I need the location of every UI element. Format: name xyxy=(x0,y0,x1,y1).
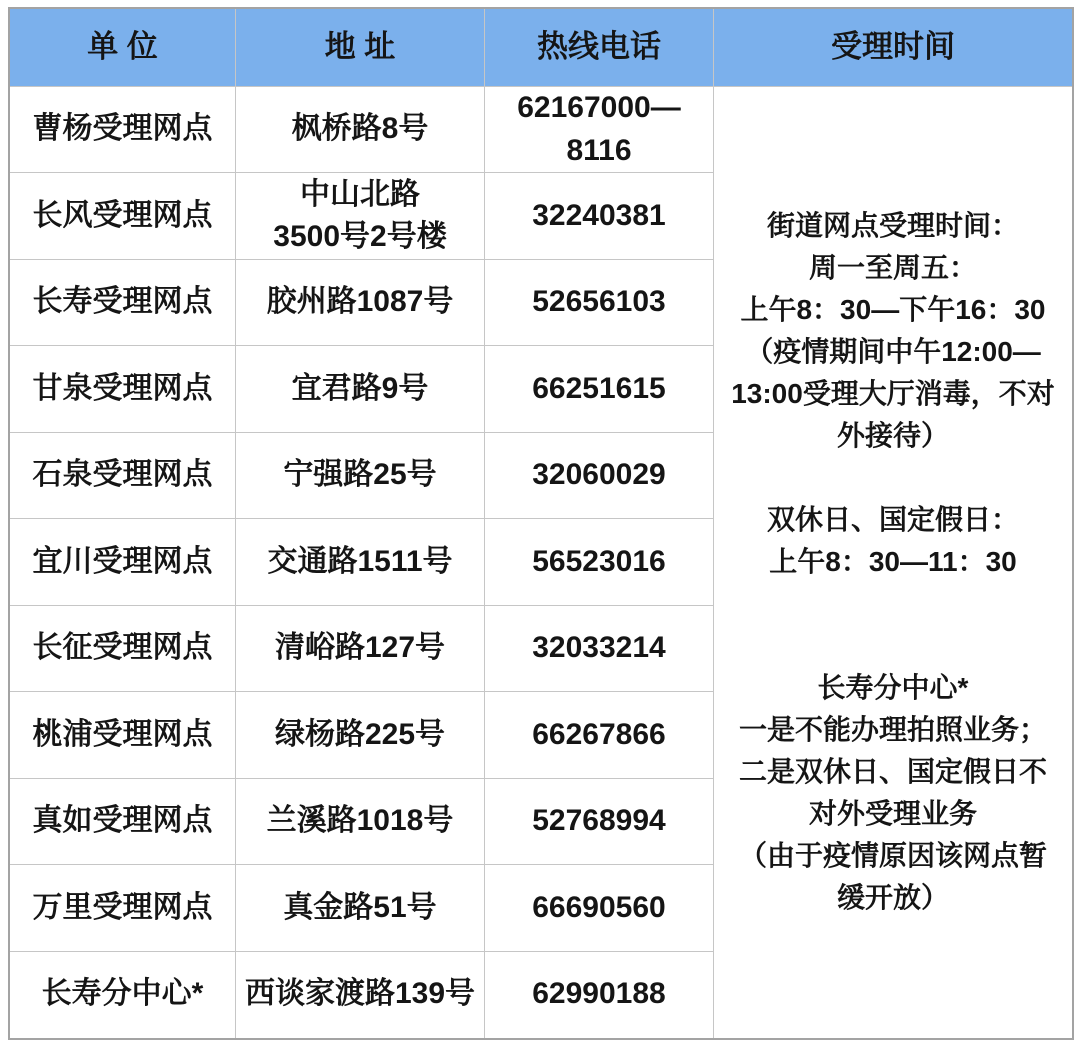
unit-cell xyxy=(10,519,236,605)
schedule-line: 街道网点受理时间： xyxy=(766,210,1019,242)
phone-number: 56523016 xyxy=(532,544,666,578)
unit-name: 曹杨受理网点 xyxy=(32,112,213,146)
unit-cell xyxy=(10,779,236,865)
schedule-line: 长寿分中心* xyxy=(817,672,969,704)
header-unit-label: 单 位 xyxy=(87,29,158,65)
phone-cell xyxy=(485,865,714,951)
phone-cell xyxy=(485,173,714,259)
schedule-line: 对外受理业务 xyxy=(808,798,977,830)
schedule-line: 周一至周五： xyxy=(808,252,977,284)
phone-cell xyxy=(485,779,714,865)
address-cell xyxy=(236,519,485,605)
schedule-line: 一是不能办理拍照业务； xyxy=(738,714,1047,746)
header-hours xyxy=(714,9,1072,87)
header-unit xyxy=(10,9,236,87)
address-line: 绿杨路225号 xyxy=(274,717,446,751)
phone-number: 52656103 xyxy=(532,285,666,319)
phone-cell xyxy=(485,952,714,1038)
address-line: 真金路51号 xyxy=(283,890,437,924)
address-line: 西谈家渡路139号 xyxy=(244,977,476,1011)
address-cell xyxy=(236,952,485,1038)
unit-name: 甘泉受理网点 xyxy=(32,371,213,405)
phone-cell xyxy=(485,87,714,173)
unit-name: 长寿分中心* xyxy=(41,977,204,1011)
phone-cell xyxy=(485,260,714,346)
address-cell xyxy=(236,865,485,951)
unit-cell xyxy=(10,173,236,259)
unit-cell xyxy=(10,260,236,346)
address-cell xyxy=(236,346,485,432)
address-line: 交通路1511号 xyxy=(267,544,453,578)
address-line: 兰溪路1018号 xyxy=(266,804,454,838)
address-line: 枫桥路8号 xyxy=(291,112,429,146)
address-line: 胶州路1087号 xyxy=(266,285,454,319)
acceptance-hours-cell xyxy=(714,87,1072,1038)
address-line: 清峪路127号 xyxy=(274,631,446,665)
address-cell xyxy=(236,173,485,259)
schedule-line: 上午8：30—下午16：30 xyxy=(740,294,1046,326)
address-line: 3500号2号楼 xyxy=(273,220,447,254)
unit-cell xyxy=(10,952,236,1038)
header-address-label: 地 址 xyxy=(324,29,396,65)
schedule-line: （由于疫情原因该网点暂 xyxy=(738,840,1047,872)
header-address xyxy=(236,9,485,87)
phone-number: 32060029 xyxy=(532,458,666,492)
unit-cell xyxy=(10,433,236,519)
unit-cell xyxy=(10,606,236,692)
address-cell xyxy=(236,779,485,865)
header-hours-label: 受理时间 xyxy=(831,29,955,65)
phone-number: 66690560 xyxy=(532,890,666,924)
unit-cell xyxy=(10,346,236,432)
phone-number: 32240381 xyxy=(532,198,666,232)
phone-cell xyxy=(485,433,714,519)
phone-number: 52768994 xyxy=(532,804,666,838)
phone-number: 8116 xyxy=(566,133,632,167)
address-line: 宁强路25号 xyxy=(283,458,437,492)
unit-cell xyxy=(10,865,236,951)
schedule-line: 13:00受理大厅消毒，不对 xyxy=(731,378,1055,410)
phone-number: 66251615 xyxy=(532,371,666,405)
address-cell xyxy=(236,433,485,519)
schedule-line: 上午8：30—11：30 xyxy=(769,546,1017,578)
unit-name: 宜川受理网点 xyxy=(32,544,213,578)
schedule-line: 二是双休日、国定假日不 xyxy=(738,756,1047,788)
address-cell xyxy=(236,692,485,778)
address-cell xyxy=(236,87,485,173)
unit-name: 真如受理网点 xyxy=(32,804,213,838)
unit-name: 万里受理网点 xyxy=(32,890,213,924)
address-line: 宜君路9号 xyxy=(291,371,429,405)
unit-name: 石泉受理网点 xyxy=(32,458,213,492)
schedule-line: 缓开放） xyxy=(836,882,949,914)
phone-number: 62990188 xyxy=(532,977,666,1011)
phone-cell xyxy=(485,606,714,692)
phone-cell xyxy=(485,346,714,432)
unit-name: 长风受理网点 xyxy=(32,198,213,232)
address-cell xyxy=(236,606,485,692)
unit-cell xyxy=(10,692,236,778)
schedule-line: 双休日、国定假日： xyxy=(766,504,1019,536)
schedule-line: 外接待） xyxy=(836,420,949,452)
unit-name: 长征受理网点 xyxy=(32,631,213,665)
address-line: 中山北路 xyxy=(300,177,420,211)
phone-cell xyxy=(485,519,714,605)
branch-table xyxy=(8,7,1074,1040)
phone-number: 66267866 xyxy=(532,717,666,751)
phone-number: 62167000— xyxy=(517,91,681,125)
unit-name: 长寿受理网点 xyxy=(32,285,213,319)
phone-number: 32033214 xyxy=(532,631,666,665)
unit-cell xyxy=(10,87,236,173)
unit-name: 桃浦受理网点 xyxy=(32,717,213,751)
schedule-line: （疫情期间中午12:00— xyxy=(745,336,1041,368)
phone-cell xyxy=(485,692,714,778)
header-phone-label: 热线电话 xyxy=(537,29,661,65)
header-phone xyxy=(485,9,714,87)
address-cell xyxy=(236,260,485,346)
